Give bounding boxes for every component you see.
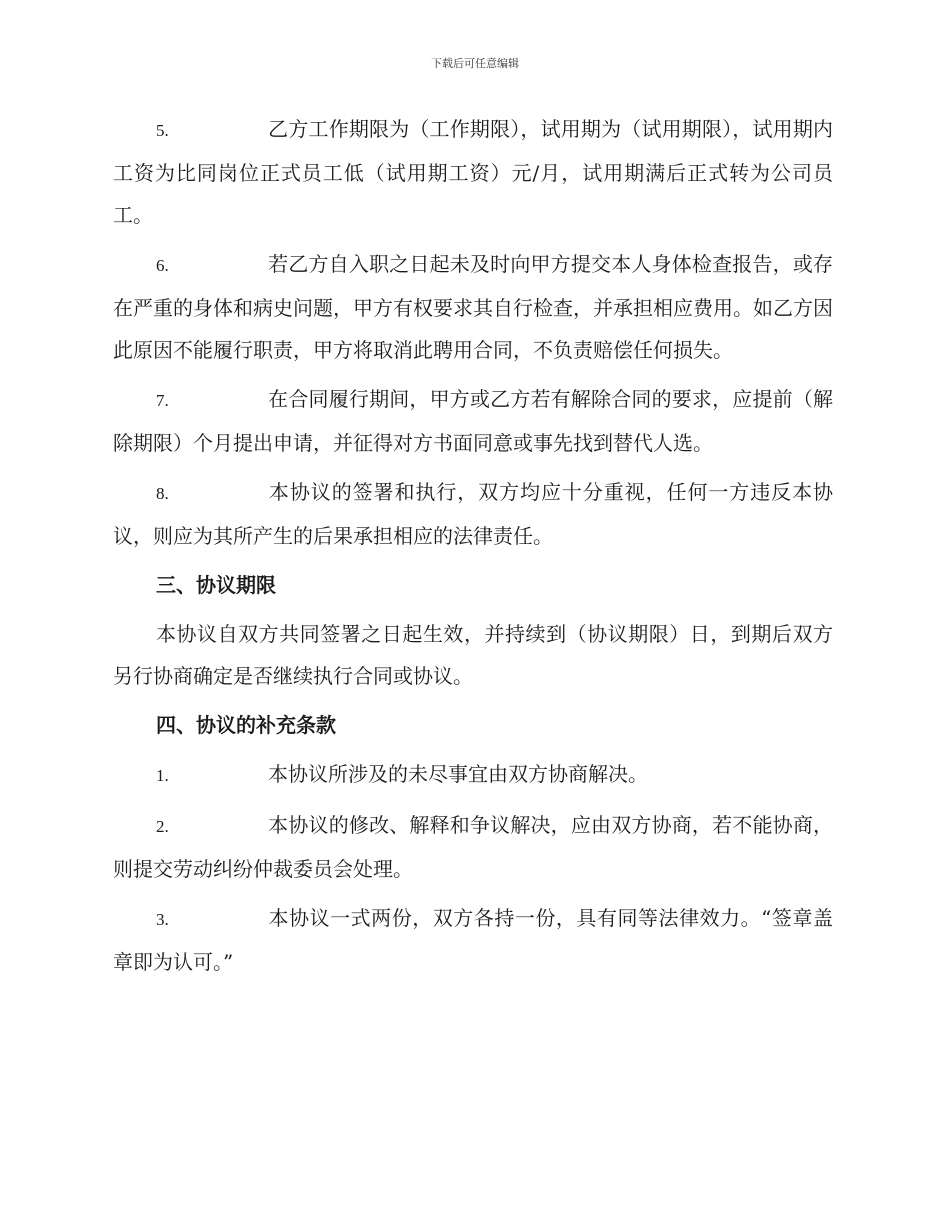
- clause-item: [113, 243, 833, 371]
- section-term-paragraph: 本协议自双方共同签署之日起生效，并持续到（协议期限）日，到期后双方另行协商确定是否继续执行合同或协议。: [113, 622, 833, 688]
- page-header-note: 下载后可任意编辑: [431, 57, 519, 70]
- clause-text: 本协议的修改、解释和争议解决，应由双方协商，若不能协商，则提交劳动纠纷仲裁委员会处理。: [113, 813, 833, 881]
- supplementary-item: [113, 753, 833, 797]
- clause-text: 若乙方自入职之日起未及时向甲方提交本人身体检查报告，或存在严重的身体和病史问题，甲方有权要求其自行检查，并承担相应费用。如乙方因此原因不能履行职责，甲方将取消此聘用合同，不负责赔偿任何损失。: [113, 252, 833, 362]
- clause-text: 乙方工作期限为（工作期限），试用期为（试用期限），试用期内工资为比同岗位正式员工低（试用期工资）元/月，试用期满后正式转为公司员工。: [113, 117, 833, 227]
- clause-text: 本协议所涉及的未尽事宜由双方协商解决。: [268, 762, 648, 786]
- clause-item: [113, 378, 833, 464]
- clause-text: 在合同履行期间，甲方或乙方若有解除合同的要求，应提前（解除期限）个月提出申请，并征得对方书面同意或事先找到替代人选。: [113, 387, 833, 455]
- clause-number: 8.: [156, 484, 169, 503]
- document-body: [113, 108, 833, 990]
- section-heading-supplementary: 四、协议的补充条款: [156, 713, 336, 737]
- clause-number: 6.: [156, 256, 169, 275]
- clause-number: 3.: [156, 910, 169, 929]
- supplementary-item: [113, 804, 833, 890]
- clause-item: [113, 108, 833, 236]
- section-heading-term: 三、协议期限: [156, 573, 276, 597]
- clause-number: 5.: [156, 121, 169, 140]
- clause-number: 2.: [156, 817, 169, 836]
- clause-number: 7.: [156, 391, 169, 410]
- clause-item: [113, 471, 833, 557]
- clause-text: 本协议一式两份，双方各持一份，具有同等法律效力。“签章盖章即为认可。”: [113, 906, 833, 974]
- clause-number: 1.: [156, 766, 169, 785]
- clause-text: 本协议的签署和执行，双方均应十分重视，任何一方违反本协议，则应为其所产生的后果承担相应的法律责任。: [113, 480, 833, 548]
- supplementary-item: [113, 897, 833, 983]
